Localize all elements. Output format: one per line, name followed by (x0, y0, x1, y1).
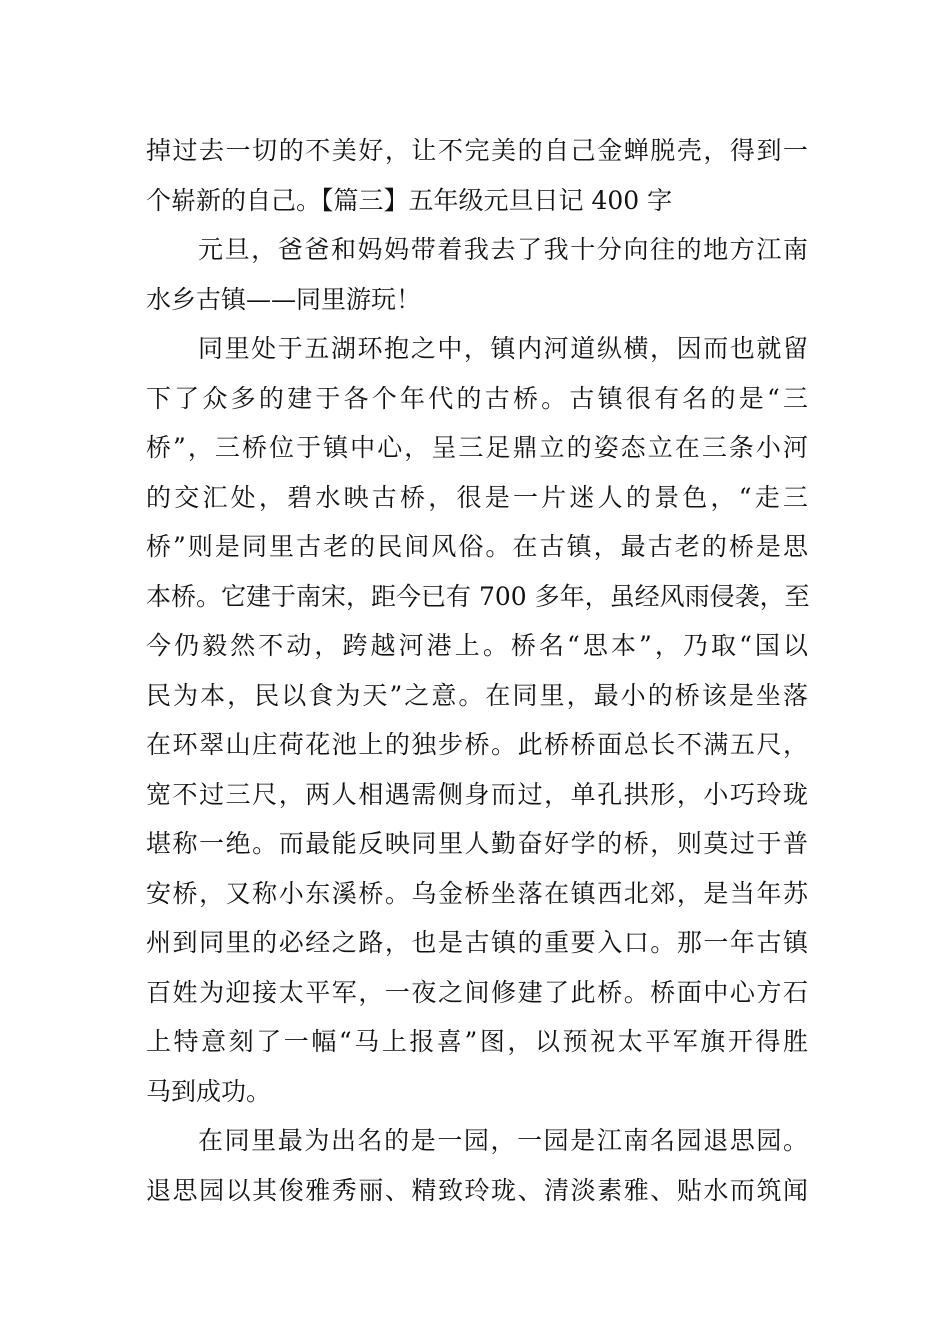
text-line: 下了众多的建于各个年代的古桥。古镇很有名的是“三 (146, 383, 808, 413)
text-line: 宽不过三尺，两人相遇需侧身而过，单孔拱形，小巧玲珑 (146, 779, 808, 809)
text-line: 在同里最为出名的是一园，一园是江南名园退思园。 (198, 1126, 808, 1155)
text-line: 的交汇处，碧水映古桥，很是一片迷人的景色，“走三 (146, 482, 808, 512)
text-line: 掉过去一切的不美好，让不完美的自己金蝉脱壳，得到一 (146, 136, 808, 165)
text-line: 民为本，民以食为天”之意。在同里，最小的桥该是坐落 (146, 680, 808, 710)
text-line: 个崭新的自己。【篇三】五年级元旦日记 400 字 (146, 185, 673, 215)
text-line: 元旦，爸爸和妈妈带着我去了我十分向往的地方江南 (198, 235, 808, 264)
text-line: 州到同里的必经之路，也是古镇的重要入口。那一年古镇 (146, 928, 808, 957)
text-line: 百姓为迎接太平军，一夜之间修建了此桥。桥面中心方石 (146, 977, 808, 1007)
text-line: 桥”则是同里古老的民间风俗。在古镇，最古老的桥是思 (146, 532, 808, 561)
text-line: 安桥，又称小东溪桥。乌金桥坐落在镇西北郊，是当年苏 (146, 878, 808, 908)
text-line: 上特意刻了一幅“马上报喜”图，以预祝太平军旗开得胜 (146, 1027, 808, 1056)
text-line: 桥”，三桥位于镇中心，呈三足鼎立的姿态立在三条小河 (146, 433, 808, 462)
text-line: 本桥。它建于南宋，距今已有 700 多年，虽经风雨侵袭，至 (146, 581, 810, 611)
text-line: 在环翠山庄荷花池上的独步桥。此桥桥面总长不满五尺， (146, 730, 808, 759)
text-line: 水乡古镇——同里游玩！ (146, 284, 422, 314)
text-line: 同里处于五湖环抱之中，镇内河道纵横，因而也就留 (198, 334, 808, 363)
text-line: 堪称一绝。而最能反映同里人勤奋好学的桥，则莫过于普 (146, 829, 808, 858)
text-line: 今仍毅然不动，跨越河港上。桥名“思本”，乃取“国以 (146, 631, 808, 660)
text-line: 马到成功。 (146, 1076, 272, 1106)
article-body (146, 126, 808, 1215)
text-line: 退思园以其俊雅秀丽、精致玲珑、清淡素雅、贴水而筑闻 (146, 1175, 808, 1205)
